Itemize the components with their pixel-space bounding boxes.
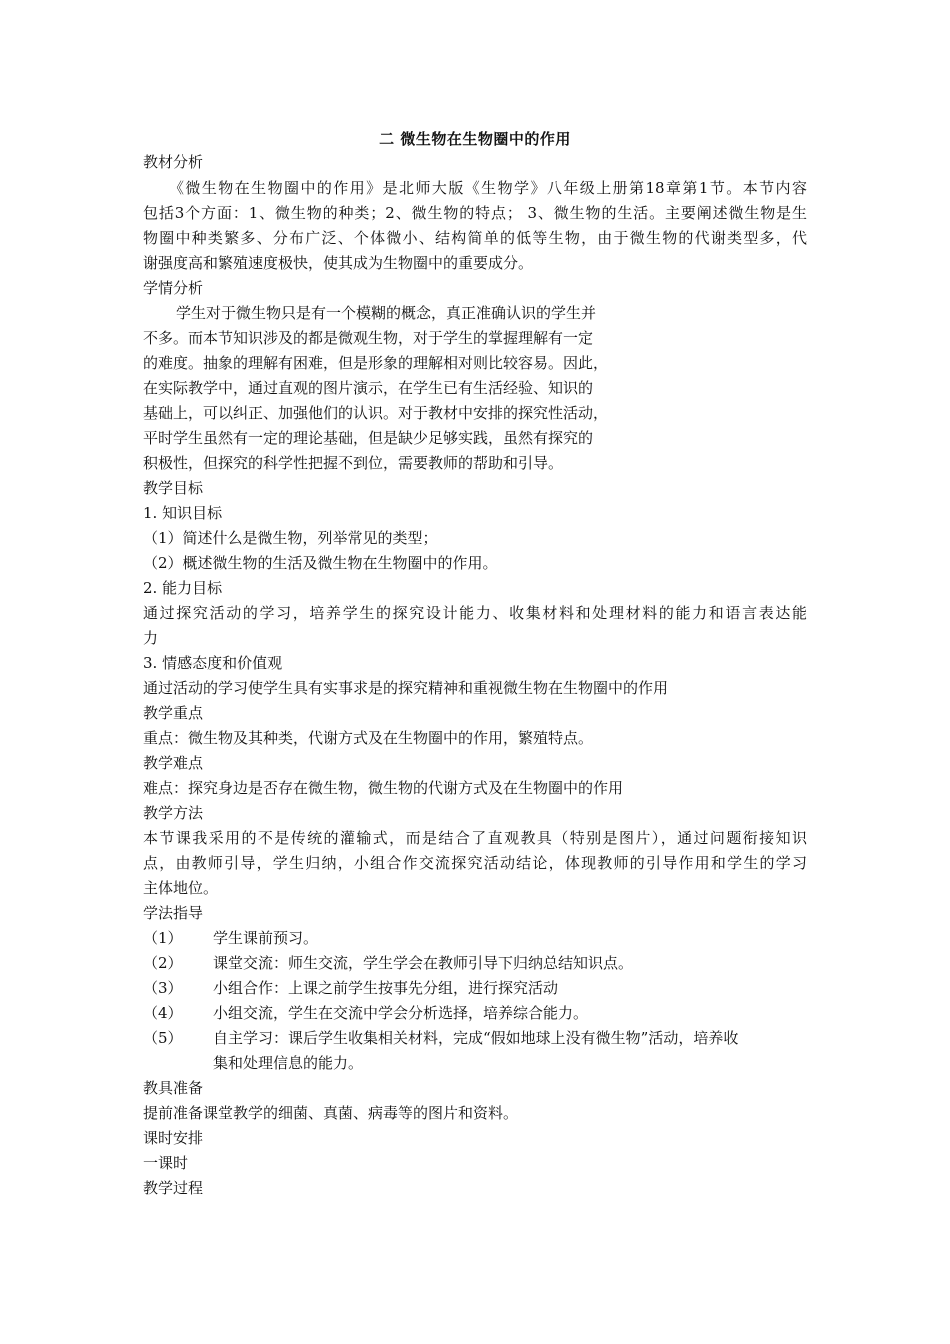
student-line: 不多。而本节知识涉及的都是微观生物，对于学生的掌握理解有一定 bbox=[143, 329, 594, 347]
heading-key-points: 教学重点 bbox=[143, 704, 204, 722]
study-item-number: （1） bbox=[143, 929, 183, 947]
document-title: 二 微生物在生物圈中的作用 bbox=[379, 130, 571, 148]
method-line: 点，由教师引导，学生归纳，小组合作交流探究活动结论，体现教师的引导作用和学生的学习 bbox=[143, 854, 807, 872]
study-item-text: 小组合作：上课之前学生按事先分组，进行探究活动 bbox=[213, 979, 559, 997]
heading-teaching-goals: 教学目标 bbox=[143, 479, 204, 497]
class-hours-text: 一课时 bbox=[143, 1154, 189, 1172]
study-item-text: 自主学习：课后学生收集相关材料，完成“假如地球上没有微生物”活动，培养收 bbox=[213, 1029, 739, 1047]
goal-ability-text: 通过探究活动的学习，培养学生的探究设计能力、收集材料和处理材料的能力和语言表达能 bbox=[143, 604, 807, 622]
heading-student-analysis: 学情分析 bbox=[143, 279, 204, 297]
student-line: 基础上，可以纠正、加强他们的认识。对于教材中安排的探究性活动， bbox=[143, 404, 609, 422]
goal-attitude-text: 通过活动的学习使学生具有实事求是的探究精神和重视微生物在生物圈中的作用 bbox=[143, 679, 669, 697]
goal-knowledge: 1. 知识目标 bbox=[143, 504, 223, 522]
goal-ability-text: 力 bbox=[143, 629, 159, 647]
heading-teaching-aids: 教具准备 bbox=[143, 1079, 204, 1097]
heading-class-hours: 课时安排 bbox=[143, 1129, 204, 1147]
study-item-number: （5） bbox=[143, 1029, 183, 1047]
analysis-line: 包括3个方面：1、微生物的种类；2、微生物的特点； 3、微生物的生活。主要阐述微生物是生 bbox=[143, 204, 807, 222]
key-points-text: 重点：微生物及其种类，代谢方式及在生物圈中的作用，繁殖特点。 bbox=[143, 729, 594, 747]
difficulties-text: 难点：探究身边是否存在微生物，微生物的代谢方式及在生物圈中的作用 bbox=[143, 779, 624, 797]
study-item-continuation: 集和处理信息的能力。 bbox=[213, 1054, 364, 1072]
study-list-item bbox=[143, 954, 633, 972]
goal-knowledge-item: （2）概述微生物的生活及微生物在生物圈中的作用。 bbox=[143, 554, 498, 572]
student-line: 积极性，但探究的科学性把握不到位，需要教师的帮助和引导。 bbox=[143, 454, 564, 472]
method-line: 本节课我采用的不是传统的灌输式，而是结合了直观教具（特别是图片），通过问题衔接知识 bbox=[143, 829, 807, 847]
study-item-text: 小组交流，学生在交流中学会分析选择，培养综合能力。 bbox=[213, 1004, 589, 1022]
heading-material-analysis: 教材分析 bbox=[143, 153, 204, 171]
goal-ability: 2. 能力目标 bbox=[143, 579, 223, 597]
heading-difficulties: 教学难点 bbox=[143, 754, 204, 772]
study-item-text: 课堂交流：师生交流，学生学会在教师引导下归纳总结知识点。 bbox=[213, 954, 634, 972]
study-item-number: （2） bbox=[143, 954, 183, 972]
goal-knowledge-item: （1）简述什么是微生物，列举常见的类型； bbox=[143, 529, 438, 547]
goal-attitude: 3. 情感态度和价值观 bbox=[143, 654, 283, 672]
student-line: 学生对于微生物只是有一个模糊的概念，真正准确认识的学生并 bbox=[176, 304, 597, 322]
heading-study-guidance: 学法指导 bbox=[143, 904, 204, 922]
student-line: 在实际教学中，通过直观的图片演示，在学生已有生活经验、知识的 bbox=[143, 379, 594, 397]
heading-teaching-process: 教学过程 bbox=[143, 1179, 204, 1197]
study-list-item bbox=[143, 1029, 738, 1047]
study-list-item bbox=[143, 979, 558, 997]
analysis-line: 谢强度高和繁殖速度极快，使其成为生物圈中的重要成分。 bbox=[143, 254, 534, 272]
study-item-text: 学生课前预习。 bbox=[213, 929, 319, 947]
study-item-number: （3） bbox=[143, 979, 183, 997]
student-line: 平时学生虽然有一定的理论基础，但是缺少足够实践，虽然有探究的 bbox=[143, 429, 594, 447]
heading-teaching-method: 教学方法 bbox=[143, 804, 204, 822]
analysis-line: 物圈中种类繁多、分布广泛、个体微小、结构简单的低等生物，由于微生物的代谢类型多，代 bbox=[143, 229, 807, 247]
analysis-line: 《微生物在生物圈中的作用》是北师大版《生物学》八年级上册第18章第1节。本节内容 bbox=[169, 179, 807, 197]
study-list-item bbox=[143, 1004, 588, 1022]
study-list-item bbox=[143, 929, 318, 947]
teaching-aids-text: 提前准备课堂教学的细菌、真菌、病毒等的图片和资料。 bbox=[143, 1104, 519, 1122]
student-line: 的难度。抽象的理解有困难，但是形象的理解相对则比较容易。因此， bbox=[143, 354, 609, 372]
study-item-number: （4） bbox=[143, 1004, 183, 1022]
method-line: 主体地位。 bbox=[143, 879, 219, 897]
